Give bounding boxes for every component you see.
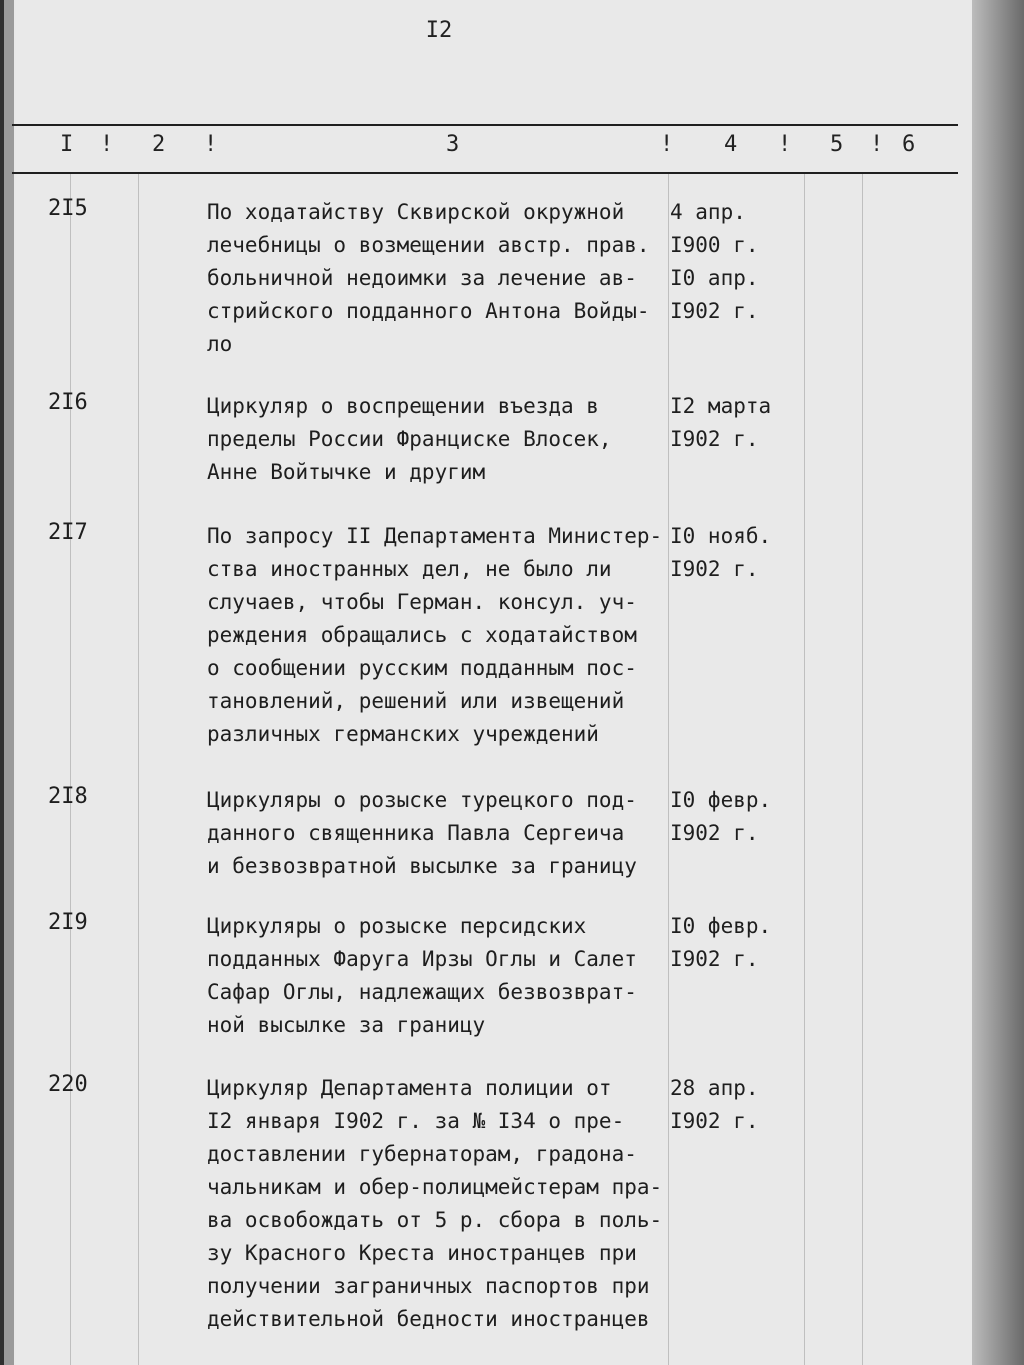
column-guide bbox=[804, 174, 805, 1365]
entry-number: 2I9 bbox=[48, 910, 88, 935]
entry-dates: 28 апр. I902 г. bbox=[670, 1076, 759, 1133]
entry-description: Циркуляр о воспрещении въезда в пределы России Франциске Влосек, Анне Войтычке и другим bbox=[207, 394, 612, 484]
entry-description: Циркуляры о розыске персидских подданных Фаруга Ирзы Оглы и Салет Сафар Оглы, надлежащих безвозврат- ной высылке за границу bbox=[207, 914, 637, 1037]
entry-number: 2I7 bbox=[48, 520, 88, 545]
header-col-4: 4 bbox=[724, 132, 738, 157]
column-guide bbox=[138, 174, 139, 1365]
header-separator: ! bbox=[204, 132, 218, 157]
page-binding bbox=[4, 0, 14, 1365]
page-edge-shadow bbox=[972, 0, 1024, 1365]
entry-number: 220 bbox=[48, 1072, 88, 1097]
header-col-5: 5 bbox=[830, 132, 844, 157]
entry-dates: I0 февр. I902 г. bbox=[670, 914, 772, 971]
page-number: I2 bbox=[425, 18, 453, 43]
document-page bbox=[4, 0, 972, 1365]
entry-number: 2I8 bbox=[48, 784, 88, 809]
header-rule-top bbox=[12, 124, 958, 126]
header-col-6: 6 bbox=[902, 132, 916, 157]
entry-description: Циркуляры о розыске турецкого под- данного священника Павла Сергеича и безвозвратной высылке за границу bbox=[207, 788, 637, 878]
column-guide bbox=[862, 174, 863, 1365]
header-separator: ! bbox=[100, 132, 114, 157]
entry-number: 2I6 bbox=[48, 390, 88, 415]
column-guide bbox=[70, 174, 71, 1365]
entry-dates: I0 нояб. I902 г. bbox=[670, 524, 772, 581]
header-col-2: 2 bbox=[152, 132, 166, 157]
entry-number: 2I5 bbox=[48, 196, 88, 221]
entry-description: По запросу II Департамента Министер- ства иностранных дел, не было ли случаев, чтобы Герман. консул. уч- реждения обращались с ходатайством о сообщении русским подданным пос- тановлений, решений или извещений различных германских учреждений bbox=[207, 524, 663, 746]
header-col-1: I bbox=[60, 132, 74, 157]
header-separator: ! bbox=[870, 132, 884, 157]
header-rule-bottom bbox=[12, 172, 958, 174]
entry-description: Циркуляр Департамента полиции от I2 января I902 г. за № I34 о пре- доставлении губернаторам, градона- чальникам и обер-полицмейстерам пра- ва освобождать от 5 р. сбора в поль- зу Красного Креста иностранцев при получении заграничных паспортов при действительной бедности иностранцев bbox=[207, 1076, 663, 1331]
entry-dates: I2 марта I902 г. bbox=[670, 394, 772, 451]
entry-dates: I0 февр. I902 г. bbox=[670, 788, 772, 845]
header-separator: ! bbox=[778, 132, 792, 157]
header-col-3: 3 bbox=[446, 132, 460, 157]
entry-dates: 4 апр. I900 г. I0 апр. I902 г. bbox=[670, 200, 759, 323]
entry-description: По ходатайству Сквирской окружной лечебницы о возмещении австр. прав. больничной недоимки за лечение ав- стрийского подданного Антона Войды- ло bbox=[207, 200, 650, 356]
header-separator: ! bbox=[660, 132, 674, 157]
